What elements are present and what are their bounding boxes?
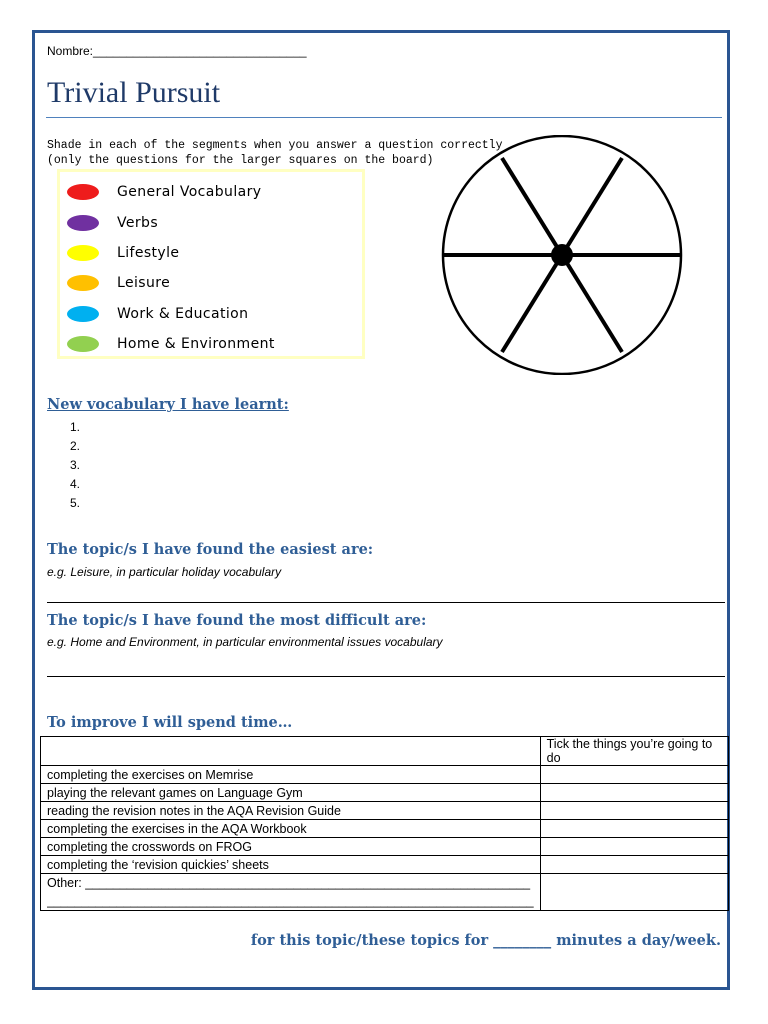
legend-item-home-environment — [67, 334, 275, 354]
activity-cell: playing the relevant games on Language Gym — [41, 784, 541, 802]
legend-label: Verbs — [117, 215, 159, 231]
table-row — [41, 784, 729, 802]
instructions-line-1: Shade in each of the segments when you answer a question correctly — [47, 139, 503, 152]
tick-cell[interactable] — [540, 838, 728, 856]
vocab-list — [70, 418, 80, 513]
legend-label: Work & Education — [117, 306, 249, 322]
easiest-example: e.g. Leisure, in particular holiday vocabulary — [47, 565, 282, 579]
name-blank-line[interactable]: ________________________________ — [93, 44, 307, 58]
other-label[interactable]: Other: ________________________________________________________________ — [47, 876, 531, 890]
purple-dot-icon — [67, 215, 99, 231]
improvement-plan-table — [40, 736, 729, 911]
table-row-other — [41, 874, 729, 911]
instructions-line-2: (only the questions for the larger squares on the board) — [47, 154, 434, 167]
table-row — [41, 838, 729, 856]
legend-item-lifestyle — [67, 243, 179, 263]
orange-dot-icon — [67, 275, 99, 291]
legend-label: Leisure — [117, 275, 171, 291]
activity-cell: completing the exercises in the AQA Workbook — [41, 820, 541, 838]
tick-cell[interactable] — [540, 820, 728, 838]
page-title: Trivial Pursuit — [47, 76, 221, 109]
tick-cell[interactable] — [540, 784, 728, 802]
list-item[interactable]: 4. — [70, 477, 81, 491]
difficult-heading: The topic/s I have found the most difficult are: — [47, 612, 427, 629]
tick-cell[interactable] — [540, 874, 728, 911]
instructions — [47, 138, 502, 168]
time-commitment-statement: for this topic/these topics for ________ minutes a day/week. — [250, 932, 721, 949]
legend-item-verbs — [67, 213, 158, 233]
list-item[interactable]: 1. — [70, 420, 81, 434]
legend-label: General Vocabulary — [117, 184, 262, 200]
legend-item-general-vocabulary — [67, 182, 261, 202]
easiest-answer-line[interactable] — [47, 602, 725, 603]
tick-cell[interactable] — [540, 802, 728, 820]
tick-cell[interactable] — [540, 856, 728, 874]
activity-cell: completing the crosswords on FROG — [41, 838, 541, 856]
activity-cell: reading the revision notes in the AQA Revision Guide — [41, 802, 541, 820]
table-header-row — [41, 737, 729, 766]
yellow-dot-icon — [67, 245, 99, 261]
title-divider — [46, 117, 722, 118]
table-header-tick: Tick the things you’re going to do — [540, 737, 728, 766]
green-dot-icon — [67, 336, 99, 352]
vocab-heading: New vocabulary I have learnt: — [47, 396, 289, 413]
legend-label: Lifestyle — [117, 245, 180, 261]
list-item[interactable]: 3. — [70, 458, 81, 472]
table-header-empty-cell — [41, 737, 541, 766]
legend-item-leisure — [67, 273, 170, 293]
wheel-hub — [551, 244, 573, 266]
improve-heading: To improve I will spend time… — [47, 714, 293, 731]
easiest-heading: The topic/s I have found the easiest are: — [47, 541, 374, 558]
activity-cell: completing the exercises on Memrise — [41, 766, 541, 784]
tick-cell[interactable] — [540, 766, 728, 784]
table-row — [41, 856, 729, 874]
table-row — [41, 766, 729, 784]
red-dot-icon — [67, 184, 99, 200]
list-item[interactable]: 5. — [70, 496, 81, 510]
blue-dot-icon — [67, 306, 99, 322]
category-legend — [57, 169, 365, 359]
list-item[interactable]: 2. — [70, 439, 81, 453]
table-row — [41, 820, 729, 838]
legend-label: Home & Environment — [117, 336, 275, 352]
table-row — [41, 802, 729, 820]
trivial-pursuit-wheel-icon[interactable] — [440, 135, 686, 375]
name-label: Nombre: — [47, 44, 94, 58]
legend-item-work-education — [67, 304, 248, 324]
name-field[interactable] — [47, 44, 307, 58]
other-line-2[interactable]: ______________________________________________________________________ — [47, 894, 534, 908]
difficult-answer-line[interactable] — [47, 676, 725, 677]
other-cell[interactable] — [41, 874, 541, 911]
activity-cell: completing the ‘revision quickies’ sheets — [41, 856, 541, 874]
difficult-example: e.g. Home and Environment, in particular environmental issues vocabulary — [47, 635, 443, 649]
